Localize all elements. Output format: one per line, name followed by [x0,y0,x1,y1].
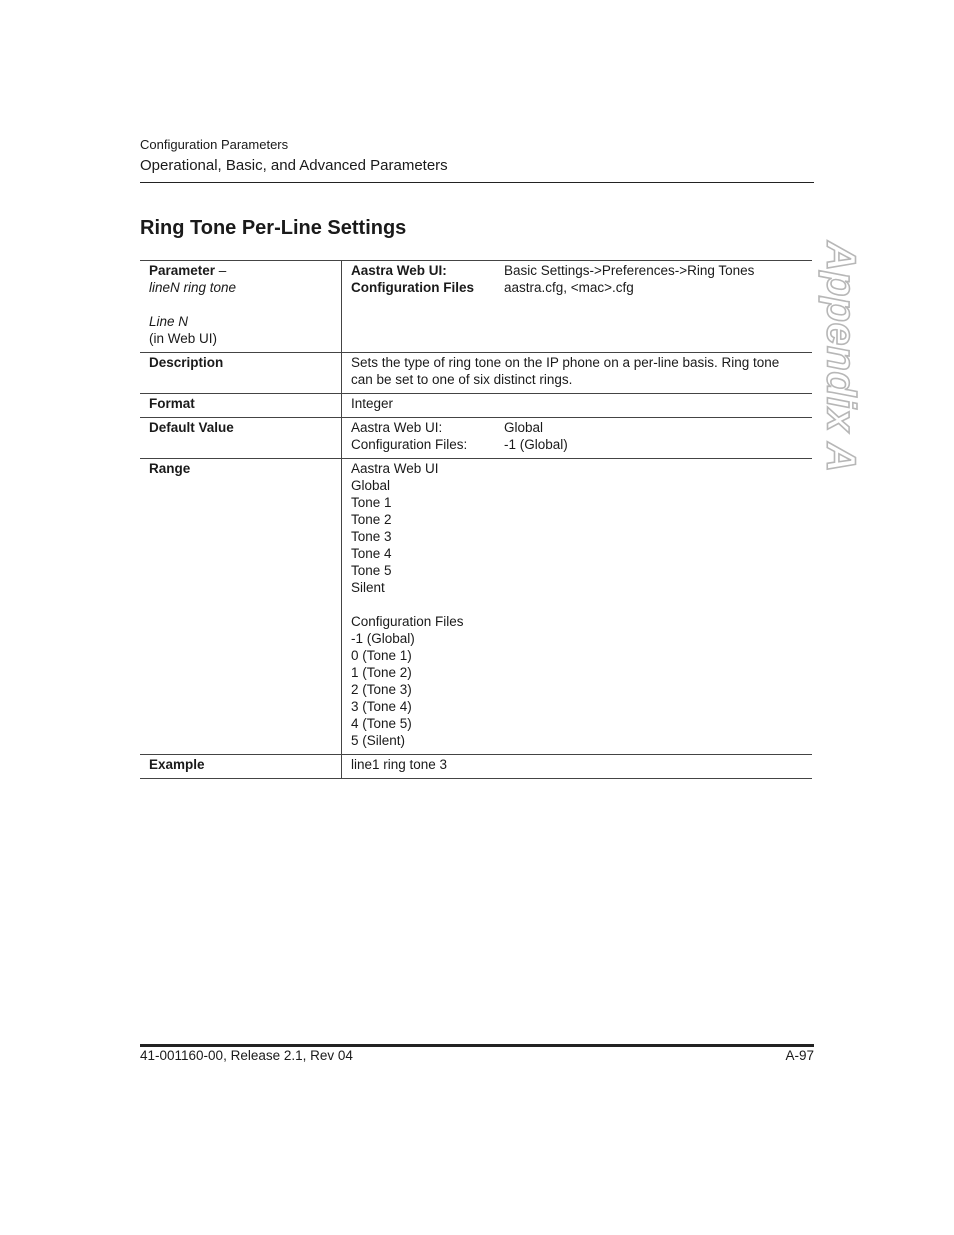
range-config-item: 4 (Tone 5) [351,716,412,731]
description-label: Description [140,353,342,394]
footer-divider [140,1044,814,1047]
default-web-ui-label: Aastra Web UI: [351,420,443,435]
range-web-ui-item: Tone 5 [351,563,392,578]
parameter-config-name: lineN ring tone [149,280,237,295]
config-files-label: Configuration Files [351,280,474,295]
parameter-value-cell [342,261,813,353]
header-divider [140,182,814,183]
range-web-ui-heading: Aastra Web UI [351,461,439,476]
table-row [140,459,812,755]
parameter-table [140,260,812,779]
range-cell [342,459,813,755]
web-ui-path: Basic Settings->Preferences->Ring Tones [504,263,755,278]
parameter-label-cell [140,261,342,353]
format-value: Integer [342,394,813,418]
range-web-ui-item: Tone 1 [351,495,392,510]
footer-page-number: A-97 [785,1048,814,1063]
default-value-cell [342,418,813,459]
format-label: Format [140,394,342,418]
range-config-item: 1 (Tone 2) [351,665,412,680]
default-web-ui-value: Global [504,420,544,435]
range-web-ui-item: Global [351,478,391,493]
range-config-item: 5 (Silent) [351,733,406,748]
range-config-files-heading: Configuration Files [351,614,464,629]
range-config-item: 3 (Tone 4) [351,699,412,714]
default-config-files-value: -1 (Global) [504,437,568,452]
range-web-ui-item: Tone 3 [351,529,392,544]
example-label: Example [140,755,342,779]
appendix-side-tab-label: Appendix A [818,241,865,473]
parameter-web-name: Line N [149,314,189,329]
default-config-files-label: Configuration Files: [351,437,468,452]
parameter-label: Parameter [149,263,216,278]
range-label: Range [140,459,342,755]
parameter-heading [149,262,332,279]
table-row [140,755,812,779]
table-row [140,353,812,394]
footer-doc-id: 41-001160-00, Release 2.1, Rev 04 [140,1048,353,1063]
default-value-label: Default Value [140,418,342,459]
range-web-ui-item: Silent [351,580,385,595]
range-web-ui-item: Tone 2 [351,512,392,527]
range-config-item: 0 (Tone 1) [351,648,412,663]
config-files-value: aastra.cfg, <mac>.cfg [504,280,634,295]
description-text: Sets the type of ring tone on the IP phone on a per-line basis. Ring tone can be set to one of six distinct rings. [342,353,813,394]
appendix-side-tab [818,241,865,473]
example-value: line1 ring tone 3 [342,755,813,779]
parameter-web-note: (in Web UI) [149,331,218,346]
range-config-item: 2 (Tone 3) [351,682,412,697]
table-row [140,394,812,418]
header-chapter: Configuration Parameters [140,137,289,152]
range-config-item: -1 (Global) [351,631,415,646]
table-row [140,418,812,459]
range-web-ui-item: Tone 4 [351,546,392,561]
section-title: Ring Tone Per-Line Settings [140,217,407,239]
table-row [140,261,812,353]
parameter-dash: – [215,263,227,278]
header-section: Operational, Basic, and Advanced Parameters [140,157,448,174]
web-ui-label: Aastra Web UI: [351,263,447,278]
